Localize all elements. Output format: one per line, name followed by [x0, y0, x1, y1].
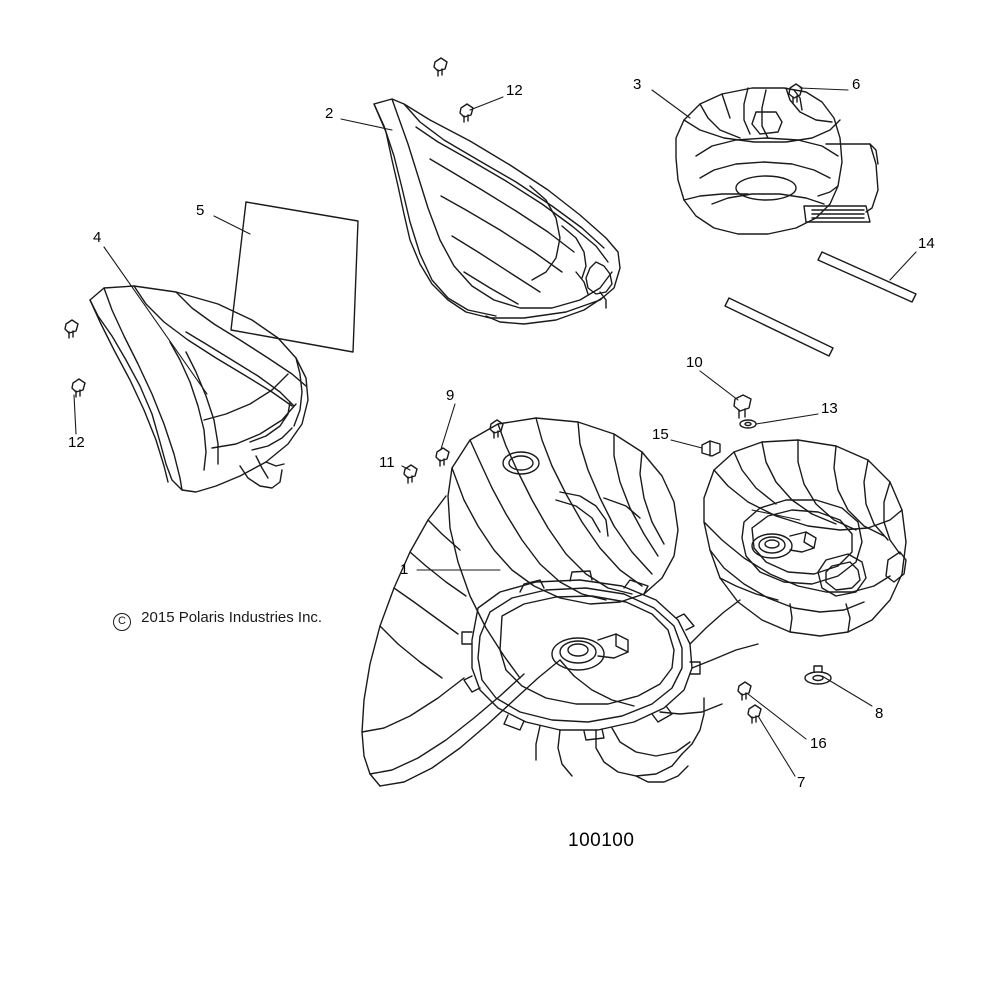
part-1-front-cab — [362, 418, 758, 786]
callout-10: 10 — [686, 354, 703, 371]
fastener-9 — [436, 448, 449, 466]
washer-13 — [740, 420, 756, 428]
diagram-part-number: 100100 — [568, 830, 635, 851]
fastener-12-top-b — [460, 104, 473, 122]
fastener-12-left-lower — [72, 379, 85, 397]
callout-6: 6 — [852, 76, 861, 93]
callout-14: 14 — [918, 235, 935, 252]
grommet-8 — [805, 666, 831, 684]
part-14-rod-lower — [725, 298, 833, 356]
callout-12-top: 12 — [506, 82, 523, 99]
copyright-symbol: C — [113, 613, 131, 631]
callout-12-left: 12 — [68, 434, 85, 451]
callout-1: 1 — [400, 561, 409, 578]
callout-15: 15 — [652, 426, 669, 443]
fastener-7 — [748, 705, 761, 723]
callout-13: 13 — [821, 400, 838, 417]
fastener-center-small — [490, 420, 503, 438]
part-3-center-console — [676, 88, 878, 234]
fastener-12-left-upper — [65, 320, 78, 338]
part-13-right-panel — [704, 440, 906, 636]
part-2-hood-panel — [374, 99, 620, 324]
callout-2: 2 — [325, 105, 334, 122]
part-4-left-panel — [90, 286, 308, 492]
part-14-rod-upper — [818, 252, 916, 302]
callout-3: 3 — [633, 76, 642, 93]
callout-16: 16 — [810, 735, 827, 752]
part-5-decal-sheet — [231, 202, 358, 352]
copyright-notice — [113, 609, 322, 631]
callout-5: 5 — [196, 202, 205, 219]
callout-8: 8 — [875, 705, 884, 722]
fastener-12-top-a — [434, 58, 447, 76]
callout-9: 9 — [446, 387, 455, 404]
copyright-text: 2015 Polaris Industries Inc. — [141, 609, 323, 626]
callout-7: 7 — [797, 774, 806, 791]
fastener-16 — [738, 682, 751, 700]
nut-15 — [702, 441, 720, 456]
callout-4: 4 — [93, 229, 102, 246]
callout-11: 11 — [379, 454, 395, 471]
